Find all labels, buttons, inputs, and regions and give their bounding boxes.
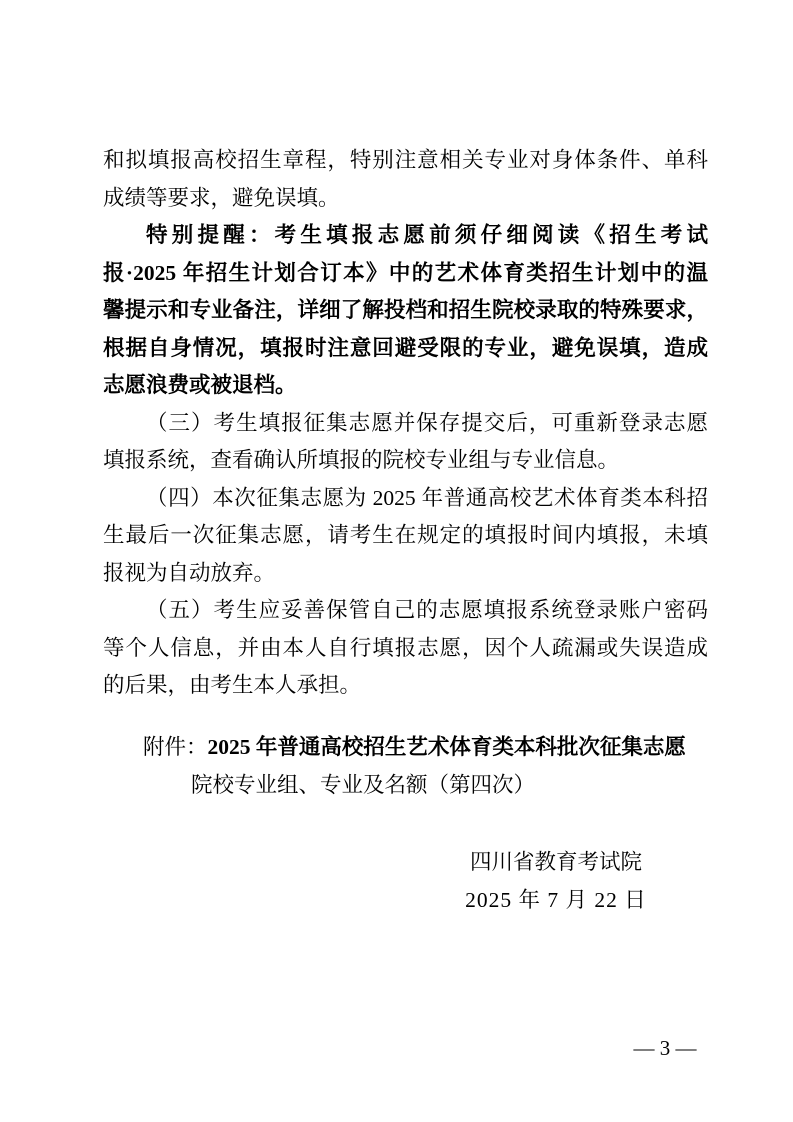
paragraph-special-reminder (103, 217, 708, 405)
signature-org: 四川省教育考试院 (469, 850, 642, 874)
text-line: （五）考生应妥善保管自己的志愿填报系统登录账户密码 (146, 598, 708, 622)
attachment-title-line1: 2025 年普通高校招生艺术体育类本科批次征集志愿 (207, 735, 686, 759)
paragraph-item-four (103, 480, 708, 593)
text-line: 的后果，由考生本人承担。 (103, 673, 362, 697)
paragraph-item-five (103, 592, 708, 705)
text-line: 等个人信息，并由本人自行填报志愿，因个人疏漏或失误造成 (103, 635, 708, 660)
attachment-title-line2: 院校专业组、专业及名额（第四次） (191, 772, 536, 797)
text-line: 生最后一次征集志愿，请考生在规定的填报时间内填报，未填 (103, 523, 708, 547)
text-line: 报视为自动放弃。 (103, 560, 276, 585)
page-number: — 3 — (633, 1036, 697, 1060)
text-line: 报·2025 年招生计划合订本》中的艺术体育类招生计划中的温 (103, 260, 708, 285)
text-line: 特别提醒：考生填报志愿前须仔细阅读《招生考试 (146, 223, 708, 247)
attachment-line-1 (103, 729, 709, 767)
text-line: 和拟填报高校招生章程，特别注意相关专业对身体条件、单科 (103, 148, 708, 172)
attachment-label: 附件： (143, 735, 208, 759)
document-body (103, 142, 708, 705)
signature-block (446, 844, 666, 919)
text-line: 填报系统，查看确认所填报的院校专业组与专业信息。 (103, 448, 620, 472)
paragraph-item-three (103, 405, 708, 480)
signature-date: 2025 年 7 月 22 日 (465, 887, 647, 912)
text-line: 馨提示和专业备注，详细了解投档和招生院校录取的特殊要求， (103, 298, 708, 322)
text-line: 成绩等要求，避免误填。 (103, 185, 340, 210)
text-line: （四）本次征集志愿为 2025 年普通高校艺术体育类本科招 (146, 485, 708, 510)
text-line: （三）考生填报征集志愿并保存提交后，可重新登录志愿 (146, 410, 708, 435)
text-line: 根据自身情况，填报时注意回避受限的专业，避免误填，造成 (103, 335, 708, 360)
text-line: 志愿浪费或被退档。 (103, 373, 297, 397)
paragraph-continued (103, 142, 708, 217)
attachment-block (103, 729, 709, 804)
